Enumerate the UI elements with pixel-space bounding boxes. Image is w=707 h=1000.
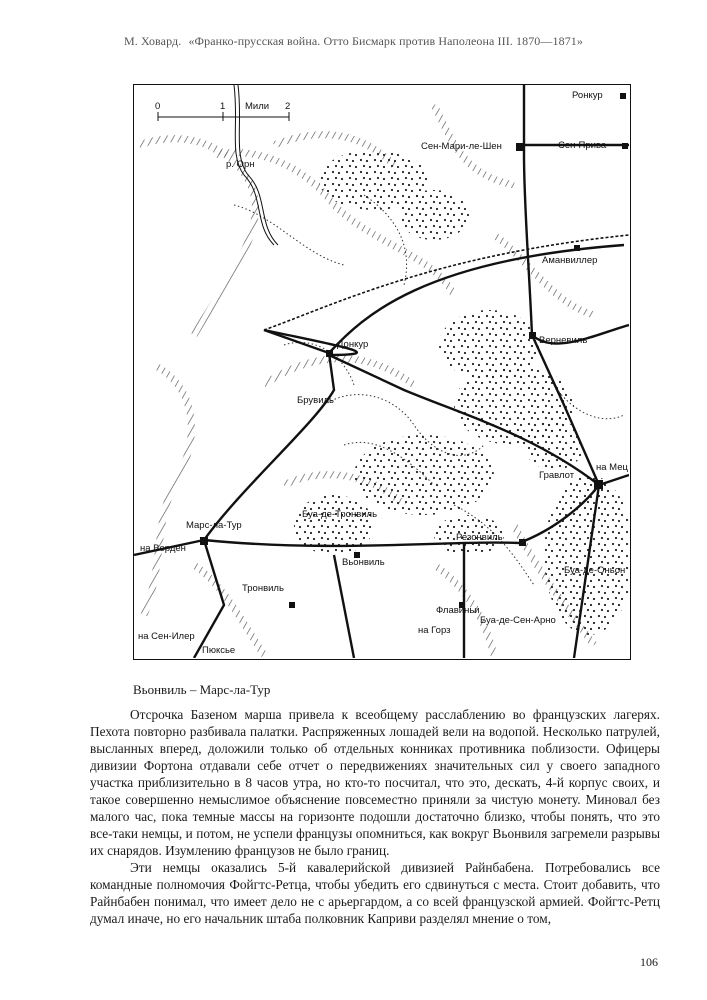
label-na-gorz: на Горз — [418, 625, 451, 636]
scale-one: 1 — [220, 101, 226, 112]
map-drawing — [134, 85, 629, 658]
label-rezonvil: Резонвиль — [456, 532, 503, 543]
battle-map — [133, 84, 631, 660]
running-header — [0, 34, 707, 49]
label-vionvil: Вьонвиль — [342, 557, 385, 568]
scale-zero: 0 — [155, 101, 161, 112]
map-scale-bar — [155, 101, 290, 121]
label-bua-de-sen-arnu: Буа-де-Сен-Арно — [480, 615, 556, 626]
label-na-sen-iler: на Сен-Илер — [138, 631, 195, 642]
label-amanviller: Аманвиллер — [542, 255, 598, 266]
scale-unit: Мили — [245, 101, 270, 112]
label-donkur: Донкур — [337, 339, 369, 350]
label-gravlot: Гравлот — [539, 470, 575, 481]
label-flavigni: Флавиньи — [436, 605, 480, 616]
label-bua-de-tronvil: Буа-де-Тронвиль — [302, 509, 378, 520]
paragraph-2: Эти немцы оказались 5-й кавалерийской дивизией Райнбабена. Потребовались все командные полномочия Фойгтс-Ретца, чтобы убедить его сдвинуться с места. Стоит добавить, что Райнбабен понимал, что имеет дело не с арьергардом, а со всей французской армией. Фойгтс-Ретц думал иначе, но его начальник штаба полковник Каприви разделял мнение о том, — [90, 860, 660, 926]
label-iuksie: Пюксье — [202, 645, 236, 656]
label-sen-priva: Сен-Прива — [558, 140, 607, 151]
label-tronvil: Тронвиль — [242, 583, 284, 594]
label-r-orn: р. Орн — [226, 159, 255, 170]
scale-two: 2 — [285, 101, 291, 112]
paragraph-1: Отсрочка Базеном марша привела к всеобщему расслаблению во французских лагерях. Пехота повторно разбивала палатки. Распряженных лошадей вели на водопой. Несколько патрулей, высланных вперед, доложили только об отдельных конниках противника поблизости. Офицеры дивизии Фортона отдавали себе отчет о передвижениях значительных сил у своего западного участка приблизительно в 8 часов утра, но кто-то посчитал, что это, дескать, 4-й корпус своих, и такое совершенно немыслимое объяснение повсеместно приняли за чистую монету. Миновал без малого час, пока темные массы на горизонте подошли достаточно близко, чтобы понять, что это все-таки немцы, и потом, не успели французы опомниться, как вокруг Вьонвиля загремели разрывы их снарядов. Изумлению французов не было границ. — [90, 707, 660, 858]
label-ronkur: Ронкур — [572, 90, 603, 101]
header-author: М. Ховард. — [123, 34, 182, 48]
label-sen-mari: Сен-Мари-ле-Шен — [421, 141, 502, 152]
body-text — [90, 706, 660, 927]
label-verneville: Верневиль — [539, 335, 588, 346]
page-number: 106 — [640, 955, 658, 969]
label-na-verden: на Верден — [140, 543, 186, 554]
header-title: «Франко-прусская война. Отто Бисмарк против Наполеона III. 1870—1871» — [188, 34, 584, 48]
label-bruvil: Брувиль — [297, 395, 335, 406]
label-bua-de-onion: Буа-де-Оньон — [564, 565, 626, 576]
label-mars-la-tur: Марс-ла-Тур — [186, 520, 242, 531]
label-na-mets: на Мец — [596, 462, 628, 473]
map-caption: Вьонвиль – Марс-ла-Тур — [133, 682, 271, 697]
